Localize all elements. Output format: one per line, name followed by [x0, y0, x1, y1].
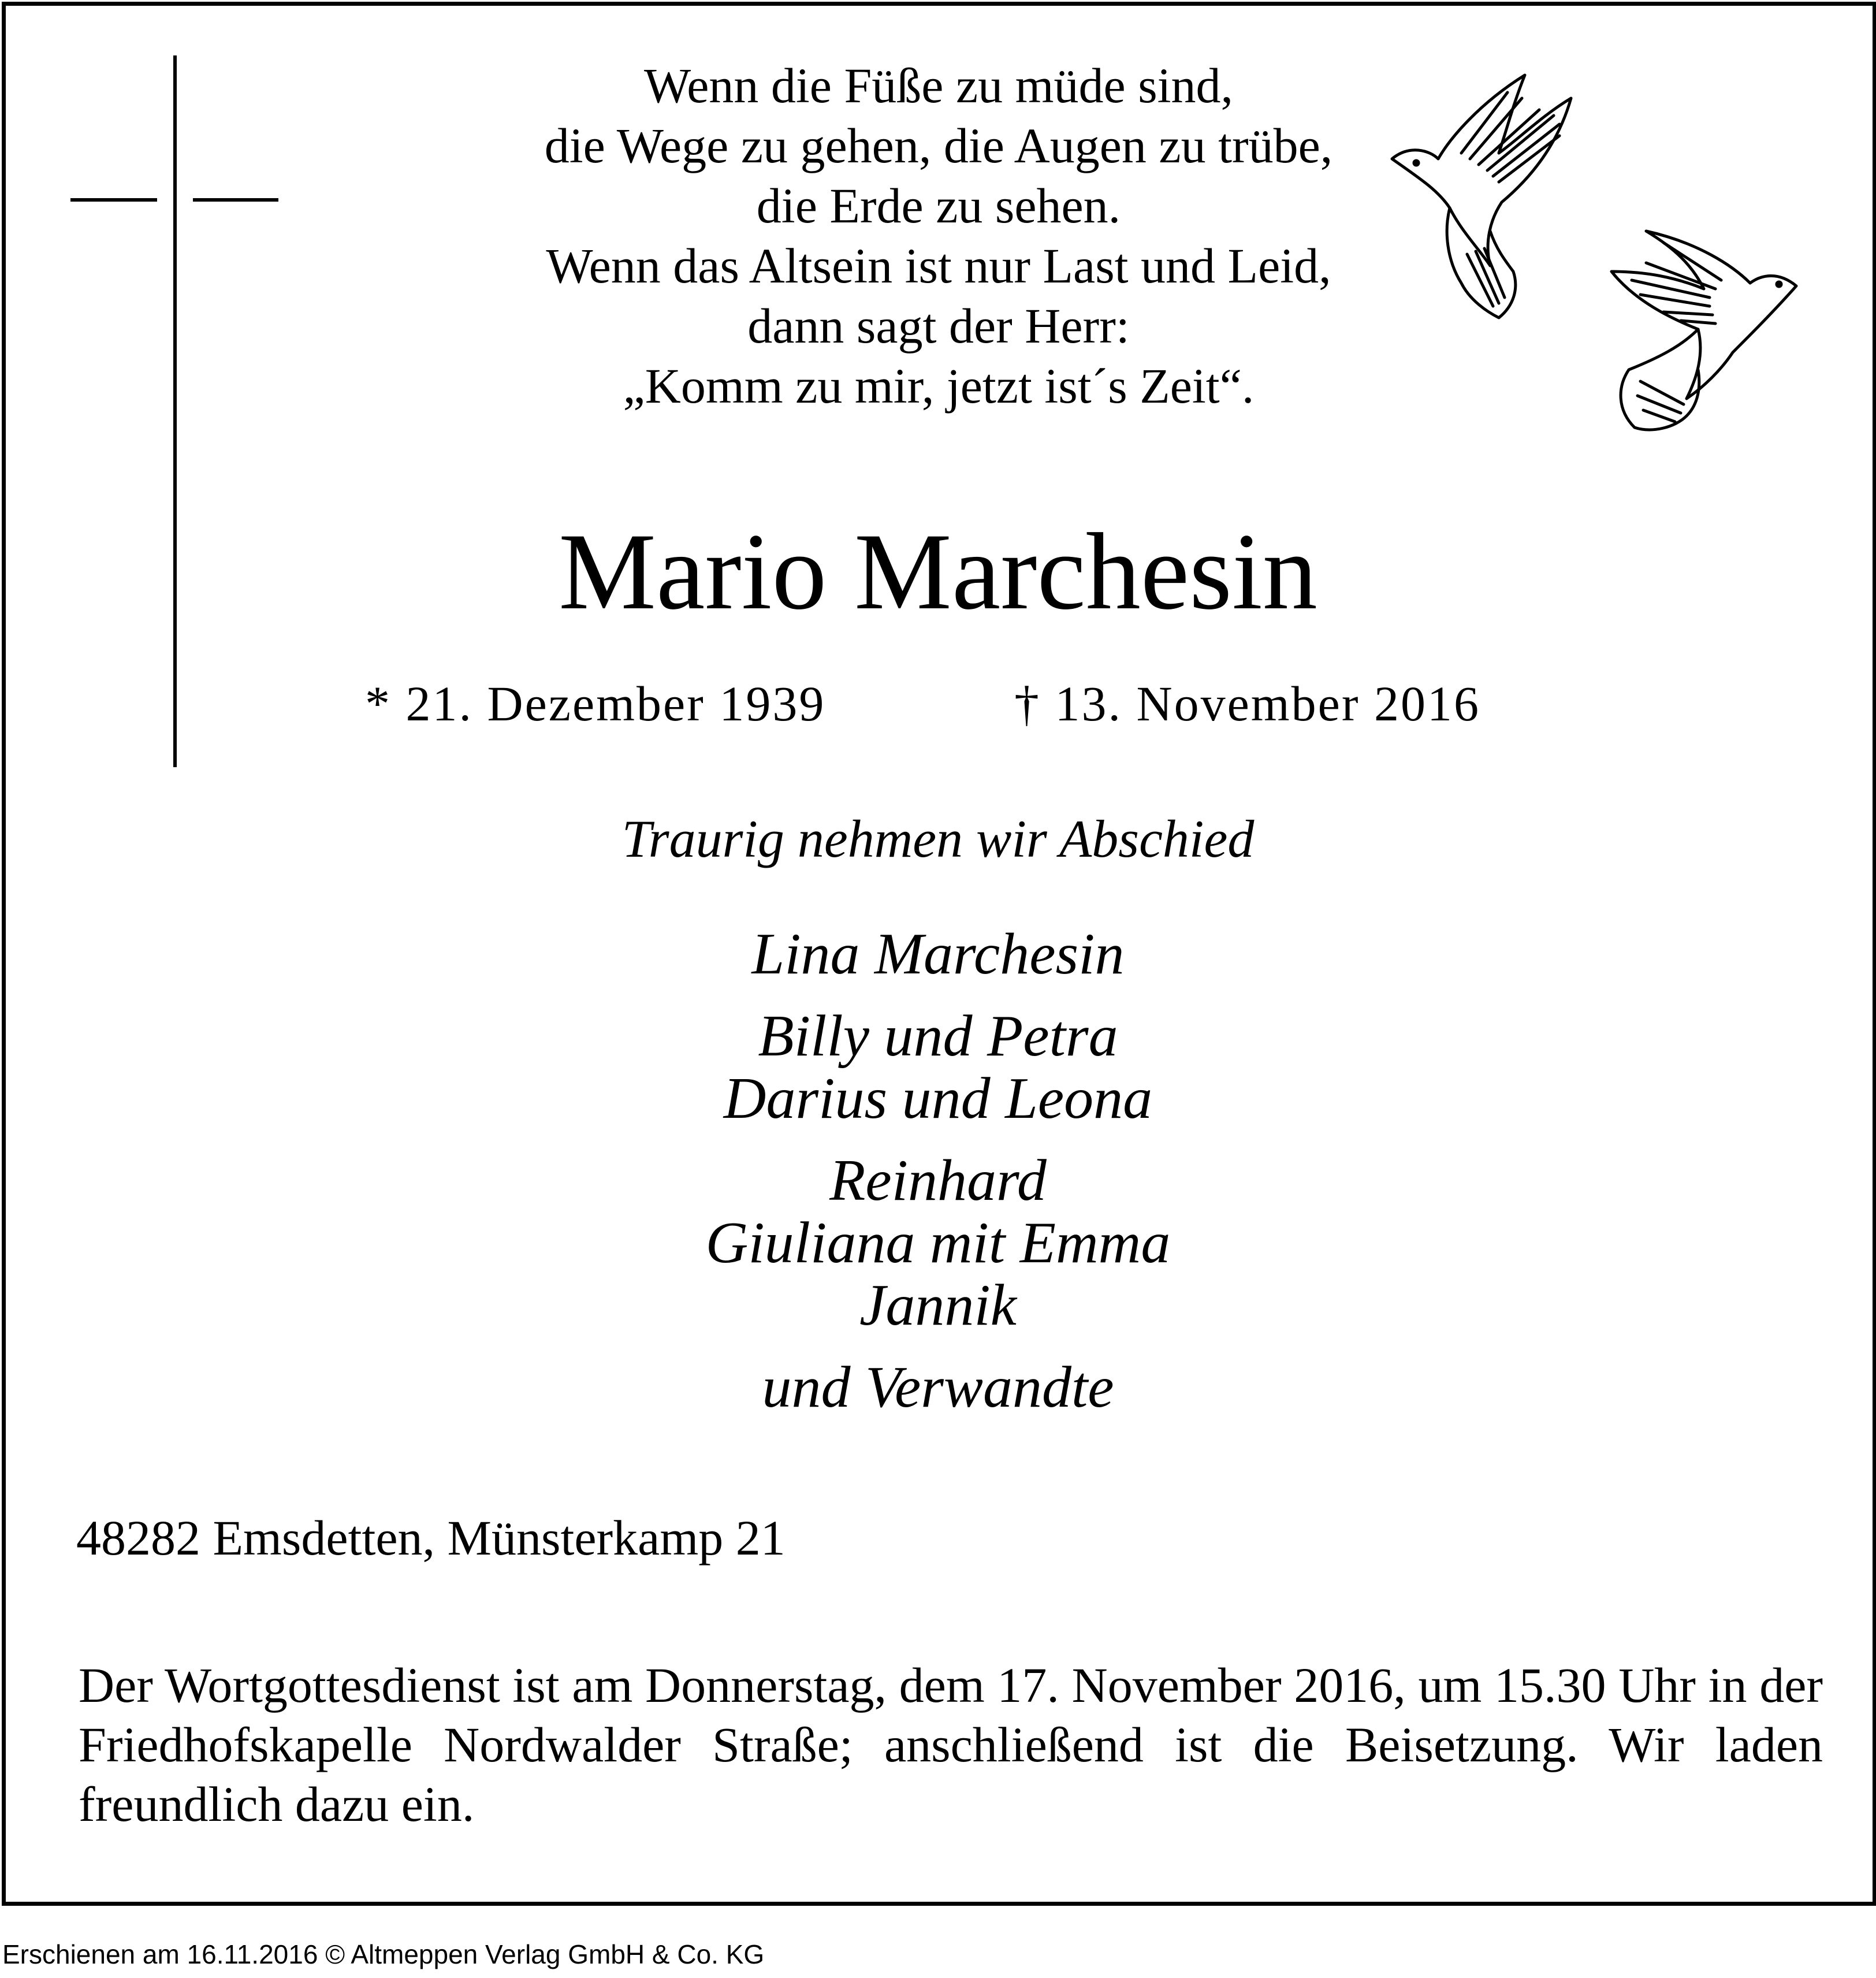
publication-footer: Erschienen am 16.11.2016 © Altmeppen Verlag GmbH & Co. KG — [2, 1939, 765, 1969]
mourner: Darius und Leona — [723, 1066, 1153, 1131]
poem-line: die Wege zu gehen, die Augen zu trübe, — [544, 118, 1333, 173]
poem-line: Wenn das Altsein ist nur Last und Leid, — [546, 238, 1331, 293]
mourner: Giuliana mit Emma — [705, 1210, 1171, 1276]
poem-line: dann sagt der Herr: — [747, 298, 1130, 354]
address: 48282 Emsdetten, Münsterkamp 21 — [76, 1510, 786, 1566]
mourner: Billy und Petra — [758, 1003, 1118, 1069]
farewell-line: Traurig nehmen wir Abschied — [621, 809, 1255, 868]
poem-line: „Komm zu mir, jetzt ist´s Zeit“. — [623, 358, 1255, 414]
mourner: Lina Marchesin — [751, 921, 1125, 987]
mourner: Reinhard — [829, 1148, 1047, 1213]
mourners-list — [0, 923, 1876, 1419]
poem — [0, 55, 1876, 416]
mourner: Jannik — [859, 1273, 1017, 1338]
deceased-name: Mario Marchesin — [559, 511, 1317, 633]
service-text: Der Wortgottesdienst ist am Donnerstag, dem 17. November 2016, um 15.30 Uhr in der Friedhofskapelle Nordwalder Straße; anschließend ist die Beisetzung. Wir laden freundlich dazu ein. — [79, 1657, 1823, 1832]
poem-line: Wenn die Füße zu müde sind, — [643, 58, 1234, 113]
death-date: † 13. November 2016 — [1014, 676, 1480, 731]
mourner: und Verwandte — [762, 1355, 1114, 1420]
birth-date: * 21. Dezember 1939 — [365, 676, 826, 731]
poem-line: die Erde zu sehen. — [756, 178, 1121, 233]
